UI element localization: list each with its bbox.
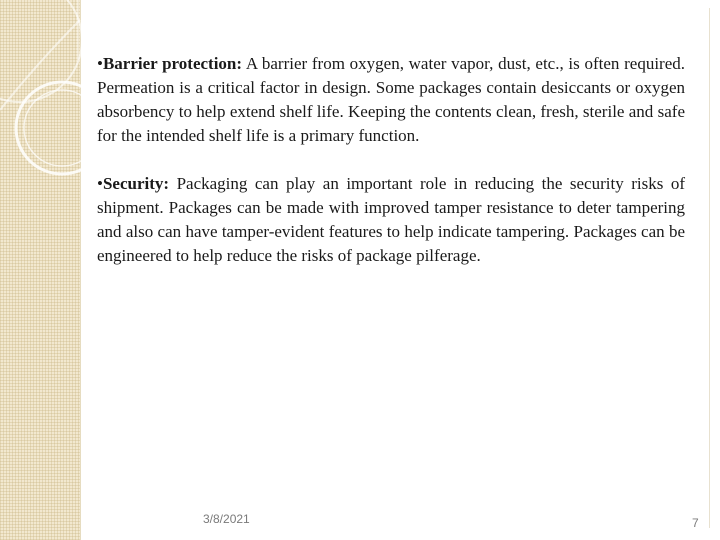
decorative-side-band <box>0 0 80 540</box>
slide-content <box>97 52 685 292</box>
footer-date: 3/8/2021 <box>203 512 250 526</box>
paragraph-heading: Barrier protection: <box>102 54 243 73</box>
page-number: 7 <box>692 516 699 530</box>
paragraph-body: Packaging can play an important role in reducing the security risks of shipment. Packages can be made with improved tamper resistance to deter tampering and also can have tamper-evident features to help indicate tampering. Packages can be engineered to help reduce the risks of package pilferage. <box>97 174 685 265</box>
band-divider <box>80 0 81 540</box>
paragraph-security <box>97 172 685 268</box>
right-rule <box>709 8 710 528</box>
paragraph-body: A barrier from oxygen, water vapor, dust, etc., is often required. Permeation is a critical factor in design. Some packages contain desiccants or oxygen absorbency to help extend shelf life. Keeping the contents clean, fresh, sterile and safe for the intended shelf life is a primary function. <box>97 54 685 145</box>
paragraph-heading: Security: <box>102 174 170 193</box>
paragraph-barrier-protection <box>97 52 685 148</box>
bullet: • <box>97 174 103 193</box>
bullet: • <box>97 54 103 73</box>
